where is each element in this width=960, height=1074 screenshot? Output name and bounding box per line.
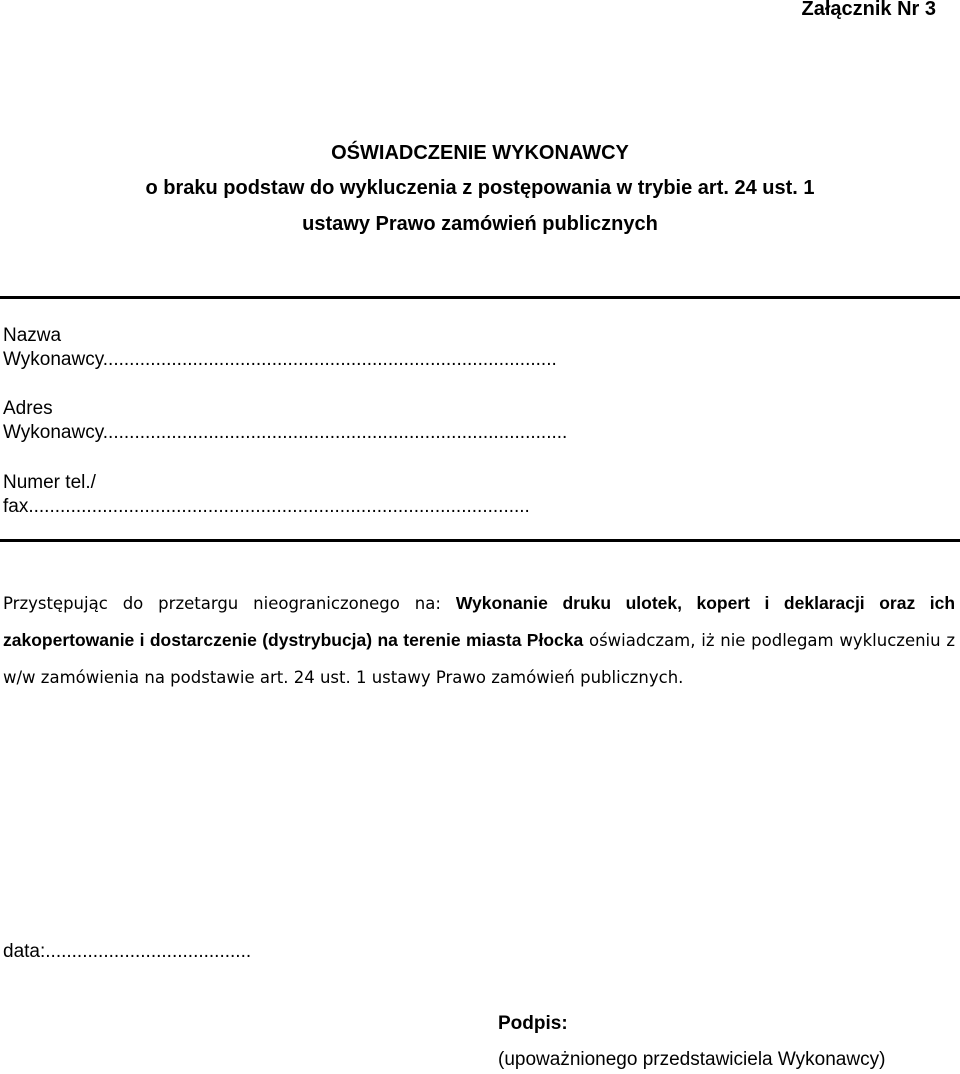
statement-intro: Przystępując do przetargu nieograniczonego na:	[3, 594, 456, 613]
top-divider	[0, 296, 960, 299]
contractor-name-label: Nazwa	[3, 325, 62, 346]
contractor-phone-label: Numer tel./	[3, 472, 96, 493]
signature-label: Podpis:	[498, 1013, 568, 1034]
contractor-address-label: Adres	[3, 398, 53, 419]
contractor-name-line: Wykonawcy......................................................................................	[3, 349, 557, 370]
date-line: data:.......................................	[3, 941, 252, 962]
document-subtitle-line-1: o braku podstaw do wykluczenia z postępowania w trybie art. 24 ust. 1	[145, 177, 815, 199]
document-subtitle-line-2: ustawy Prawo zamówień publicznych	[302, 213, 658, 235]
signature-note: (upoważnionego przedstawiciela Wykonawcy)	[498, 1049, 886, 1070]
statement-paragraph	[3, 585, 955, 696]
statement-declaration: oświadczam, iż nie podlegam wykluczeniu z w/w zamówienia na podstawie art. 24 ust. 1 ustawy Prawo zamówień publicznych.	[3, 631, 955, 687]
annex-label: Załącznik Nr 3	[801, 0, 936, 20]
contractor-fax-line: fax...............................................................................................	[3, 496, 530, 517]
contractor-phone-field	[3, 471, 530, 519]
document-title: OŚWIADCZENIE WYKONAWCY	[331, 142, 629, 164]
bottom-divider	[0, 539, 960, 542]
contractor-address-field	[3, 397, 567, 445]
contractor-address-line: Wykonawcy........................................................................................	[3, 422, 568, 443]
contractor-name-field	[3, 324, 557, 372]
tender-subject: Wykonanie druku ulotek, kopert i deklaracji oraz ich zakopertowanie i dostarczenie (dystrybucja) na terenie miasta Płocka	[3, 593, 956, 650]
